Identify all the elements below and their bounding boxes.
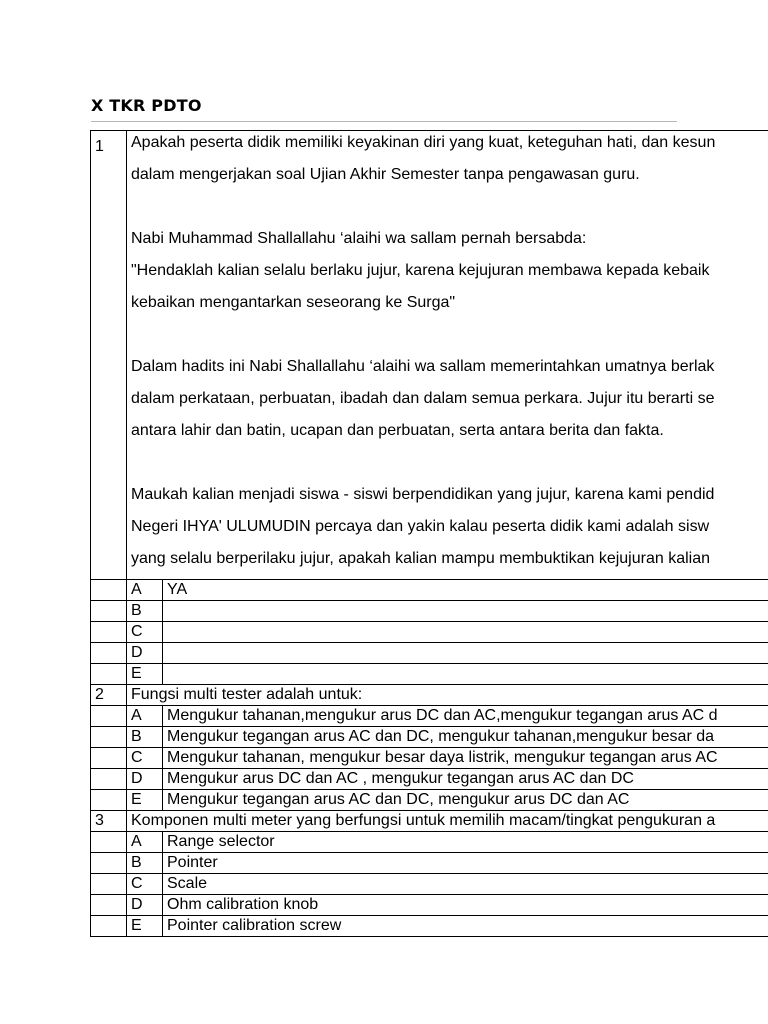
question-row-3 (91, 811, 768, 832)
option-letter: E (127, 664, 163, 685)
question-number: 2 (91, 685, 127, 706)
question-row-1 (91, 131, 768, 580)
option-letter: E (127, 790, 163, 811)
question-table (90, 130, 768, 937)
option-row[interactable] (91, 790, 768, 811)
text-line: yang selalu berperilaku jujur, apakah kalian mampu membuktikan kejujuran kalian (131, 550, 710, 567)
option-row[interactable] (91, 622, 768, 643)
option-row[interactable] (91, 874, 768, 895)
option-letter: D (127, 895, 163, 916)
option-text: Ohm calibration knob (163, 895, 768, 916)
option-text: YA (163, 580, 768, 601)
option-row[interactable] (91, 916, 768, 937)
text-line: Nabi Muhammad Shallallahu ‘alaihi wa sallam pernah bersabda: (131, 230, 587, 247)
option-row[interactable] (91, 769, 768, 790)
option-text: Mengukur tegangan arus AC dan DC, mengukur arus DC dan AC (163, 790, 768, 811)
option-text (163, 622, 768, 643)
option-letter: D (127, 643, 163, 664)
option-row[interactable] (91, 832, 768, 853)
text-line: dalam mengerjakan soal Ujian Akhir Semester tanpa pengawasan guru. (131, 166, 640, 183)
option-text (163, 664, 768, 685)
option-text: Mengukur tahanan, mengukur besar daya listrik, mengukur tegangan arus AC (163, 748, 768, 769)
option-letter: A (127, 832, 163, 853)
question-text (127, 131, 768, 580)
text-line: "Hendaklah kalian selalu berlaku jujur, karena kejujuran membawa kepada kebaik (131, 262, 710, 279)
option-letter: C (127, 622, 163, 643)
option-row[interactable] (91, 706, 768, 727)
title-divider (91, 121, 677, 122)
question-text: Fungsi multi tester adalah untuk: (127, 685, 768, 706)
option-letter: B (127, 853, 163, 874)
question-row-2 (91, 685, 768, 706)
option-letter: C (127, 748, 163, 769)
option-letter: A (127, 580, 163, 601)
text-line: Negeri IHYA' ULUMUDIN percaya dan yakin kalau peserta didik kami adalah sisw (131, 518, 710, 535)
option-row[interactable] (91, 643, 768, 664)
question-number: 3 (91, 811, 127, 832)
text-line: Dalam hadits ini Nabi Shallallahu ‘alaihi wa sallam memerintahkan umatnya berlak (131, 358, 715, 375)
page-title: X TKR PDTO (91, 96, 202, 115)
option-text: Scale (163, 874, 768, 895)
option-text: Mengukur tegangan arus AC dan DC, mengukur tahanan,mengukur besar da (163, 727, 768, 748)
option-text: Mengukur tahanan,mengukur arus DC dan AC,mengukur tegangan arus AC d (163, 706, 768, 727)
option-row[interactable] (91, 895, 768, 916)
option-row[interactable] (91, 853, 768, 874)
question-text: Komponen multi meter yang berfungsi untuk memilih macam/tingkat pengukuran a (127, 811, 768, 832)
option-letter: B (127, 727, 163, 748)
option-text: Mengukur arus DC dan AC , mengukur tegangan arus AC dan DC (163, 769, 768, 790)
option-letter: A (127, 706, 163, 727)
option-text: Pointer (163, 853, 768, 874)
option-text (163, 601, 768, 622)
option-letter: E (127, 916, 163, 937)
text-line: antara lahir dan batin, ucapan dan perbuatan, serta antara berita dan fakta. (131, 422, 664, 439)
option-row[interactable] (91, 601, 768, 622)
option-row[interactable] (91, 580, 768, 601)
option-letter: B (127, 601, 163, 622)
option-text: Range selector (163, 832, 768, 853)
option-row[interactable] (91, 727, 768, 748)
option-letter: D (127, 769, 163, 790)
option-text: Pointer calibration screw (163, 916, 768, 937)
text-line: kebaikan mengantarkan seseorang ke Surga" (131, 294, 456, 311)
text-line: dalam perkataan, perbuatan, ibadah dan dalam semua perkara. Jujur itu berarti se (131, 390, 715, 407)
option-letter: C (127, 874, 163, 895)
option-row[interactable] (91, 664, 768, 685)
option-row[interactable] (91, 748, 768, 769)
text-line: Apakah peserta didik memiliki keyakinan diri yang kuat, keteguhan hati, dan kesun (131, 134, 716, 151)
question-number: 1 (91, 131, 127, 580)
text-line: Maukah kalian menjadi siswa - siswi berpendidikan yang jujur, karena kami pendid (131, 486, 715, 503)
option-text (163, 643, 768, 664)
